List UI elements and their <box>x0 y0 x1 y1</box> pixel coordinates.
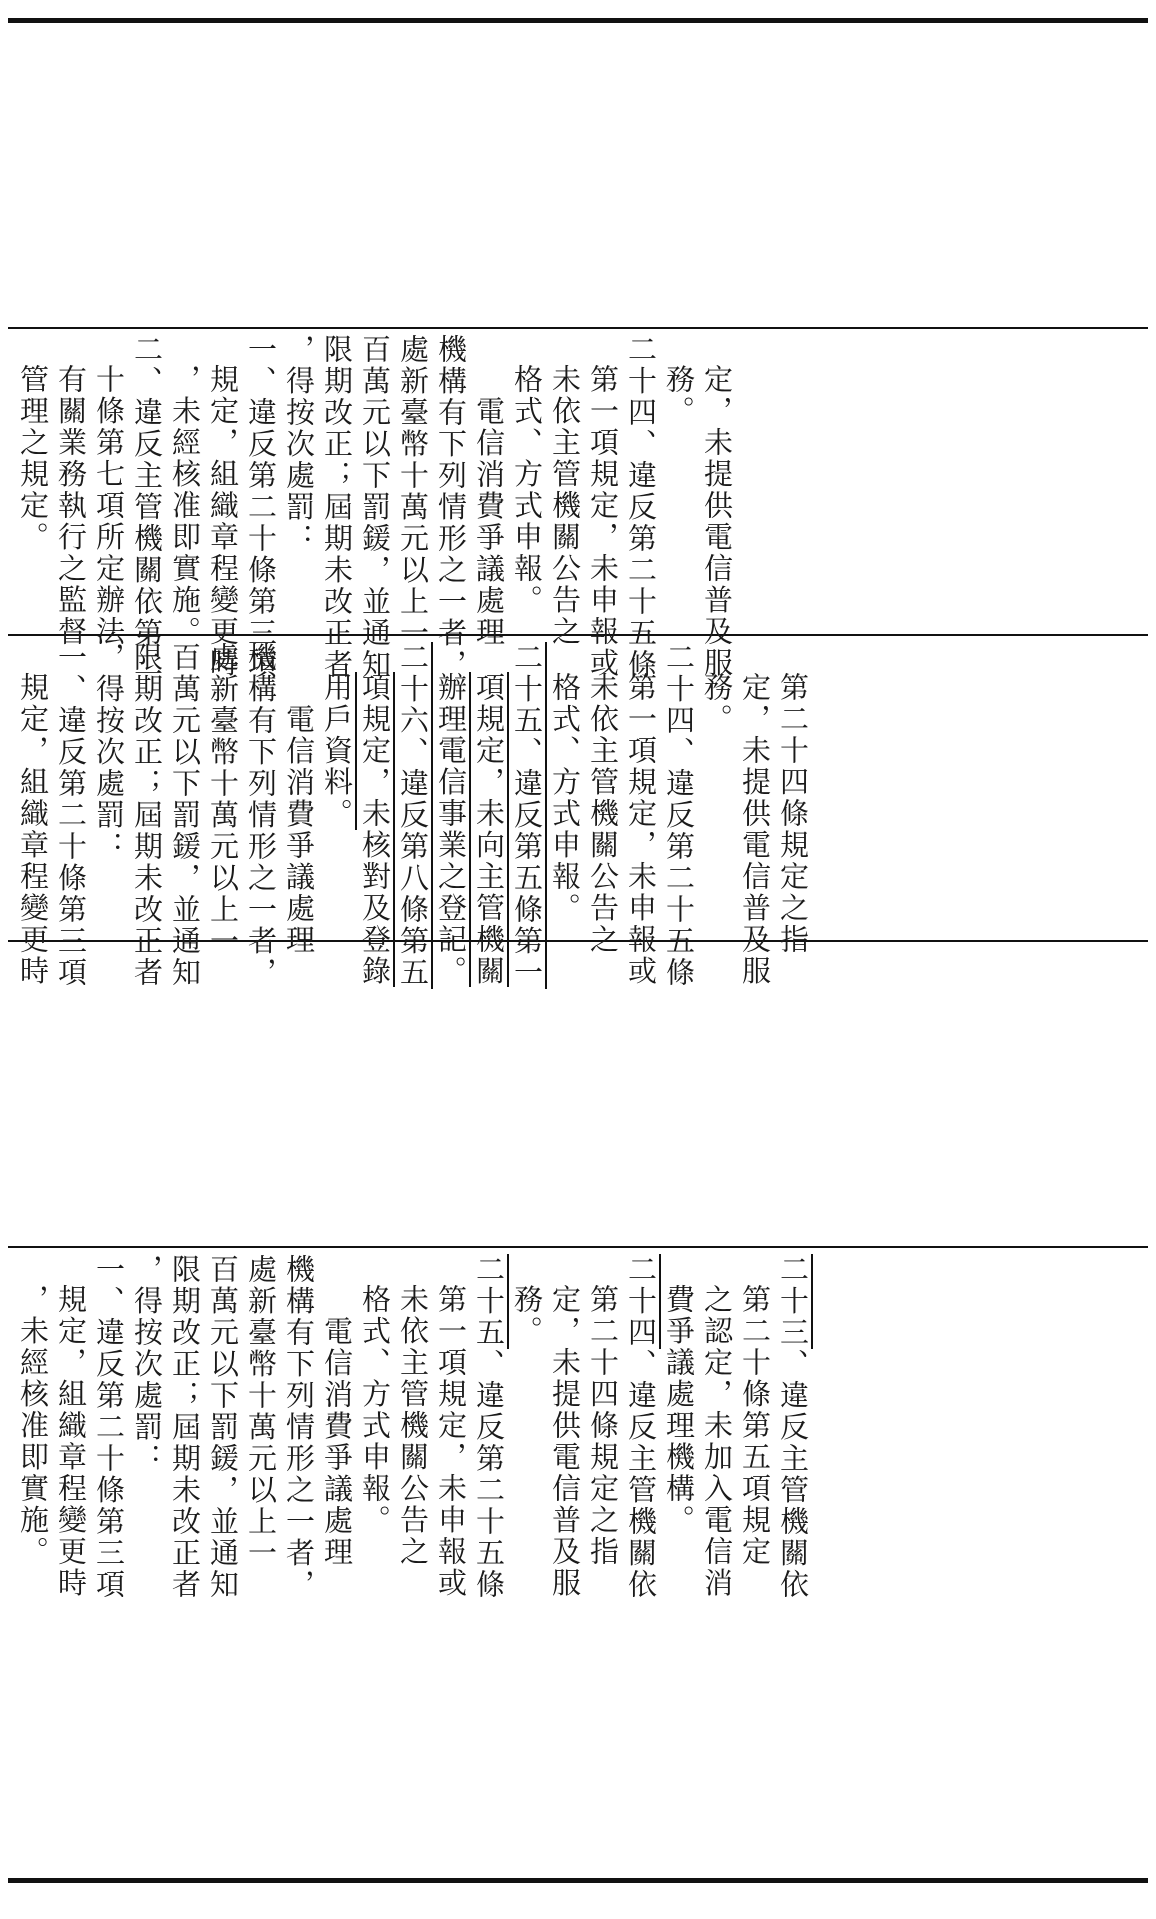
text-line <box>470 642 508 987</box>
line-text: 處新臺幣十萬元以上一 <box>206 642 240 957</box>
text-line <box>470 334 508 648</box>
text-line <box>318 1254 356 1878</box>
line-text: 電信消費爭議處理 <box>282 704 316 956</box>
line-text: 定，未提供電信普及服 <box>738 672 772 987</box>
line-text: 格式、方式申報。 <box>548 672 582 924</box>
amended-text: 項規定，未核對及登錄 <box>358 672 395 987</box>
table-border-top <box>8 18 1148 23</box>
line-text: 有關業務執行之監督 <box>54 364 88 648</box>
line-text: 定，未提供電信普及服 <box>548 1284 582 1599</box>
text-line <box>508 1254 546 1878</box>
text-line <box>698 642 736 940</box>
line-text: 規定，組織章程變更時 <box>16 672 50 987</box>
text-line <box>318 642 356 940</box>
line-text: 一、違反第二十條第三項 <box>92 1254 126 1601</box>
text-line <box>774 1254 812 1878</box>
line-text: 第二十條第五項規定 <box>738 1284 772 1568</box>
text-block-current <box>14 334 736 681</box>
text-line <box>394 642 432 989</box>
text-line <box>698 1254 736 1878</box>
row-divider-4 <box>8 1246 1148 1248</box>
amended-text: 用戶資料。 <box>320 672 357 830</box>
line-text: 規定，組織章程變更時 <box>206 364 240 679</box>
table-border-bottom <box>8 1878 1148 1883</box>
text-line <box>128 1254 166 1878</box>
line-text: 限期改正；屆期未改正者 <box>320 334 354 681</box>
text-line <box>52 642 90 989</box>
text-line <box>166 334 204 648</box>
text-line <box>14 334 52 634</box>
line-text: 處新臺幣十萬元以上一 <box>396 334 430 649</box>
text-line <box>736 642 774 987</box>
line-text: 未依主管機關公告之 <box>586 672 620 956</box>
text-line <box>356 1254 394 1878</box>
text-line <box>280 1254 318 1878</box>
text-block-original <box>14 1254 812 1878</box>
line-text: ，得按次處罰： <box>92 642 126 863</box>
text-line <box>90 642 128 940</box>
line-text: 機構有下列情形之一者， <box>282 1254 316 1601</box>
line-text: 務。 <box>662 364 696 427</box>
line-text: 費爭議處理機構。 <box>662 1284 696 1536</box>
line-text: 百萬元以下罰鍰，並通知 <box>206 1254 240 1601</box>
text-line <box>432 1254 470 1878</box>
text-line <box>774 642 812 956</box>
line-text: 格式、方式申報。 <box>358 1284 392 1536</box>
line-text: ，未經核准即實施。 <box>16 1284 50 1568</box>
text-line <box>508 642 546 989</box>
line-text: 第一項規定，未申報或 <box>586 364 620 679</box>
text-line <box>622 1254 660 1878</box>
line-text: 一、違反第二十條第三項 <box>244 334 278 681</box>
text-line <box>242 642 280 989</box>
line-text: 未依主管機關公告之 <box>396 1284 430 1568</box>
text-line <box>280 334 318 634</box>
text-line <box>432 334 470 681</box>
text-line <box>736 1254 774 1878</box>
text-line-rest: 、違反主管機關依 <box>776 1348 810 1601</box>
text-line <box>660 334 698 634</box>
text-line <box>622 334 660 681</box>
text-line <box>660 642 698 989</box>
text-line <box>584 334 622 679</box>
line-text: 務。 <box>510 1284 544 1347</box>
line-text: 未依主管機關公告之 <box>548 364 582 648</box>
text-line <box>584 1254 622 1878</box>
line-text: 百萬元以下罰鍰，並通知 <box>358 334 392 681</box>
text-line <box>280 642 318 956</box>
underlined-item-number: 二十五 <box>472 1254 509 1349</box>
line-text: 機構有下列情形之一者， <box>434 334 468 681</box>
line-text: 定，未提供電信普及服 <box>700 364 734 679</box>
line-text: 電信消費爭議處理 <box>320 1316 354 1568</box>
row-divider-1 <box>8 327 1148 329</box>
text-line <box>90 334 128 648</box>
line-text: 百萬元以下罰鍰，並通知 <box>168 642 202 989</box>
text-line <box>204 1254 242 1878</box>
text-line <box>622 642 660 987</box>
text-line <box>508 334 546 634</box>
line-text: 第二十四條規定之指 <box>776 672 810 956</box>
text-line <box>394 334 432 649</box>
text-line <box>356 642 394 987</box>
line-text: 第一項規定，未申報或 <box>624 672 658 987</box>
line-text: 第二十四條規定之指 <box>586 1284 620 1568</box>
text-line <box>242 334 280 681</box>
text-block-amended <box>14 642 812 989</box>
amended-text: 二十六、違反第八條第五 <box>396 642 433 989</box>
text-line <box>166 642 204 989</box>
text-line <box>470 1254 508 1878</box>
text-line <box>128 642 166 989</box>
line-text: 機構有下列情形之一者， <box>244 642 278 989</box>
line-text: 限期改正；屆期未改正者 <box>130 642 164 989</box>
line-text: ，得按次處罰： <box>282 334 316 555</box>
line-text: 規定，組織章程變更時 <box>54 1284 88 1599</box>
line-text: 限期改正；屆期未改正者 <box>168 1254 202 1601</box>
line-text: 二、違反主管機關依第二 <box>130 334 164 681</box>
text-line <box>356 334 394 681</box>
line-text: 格式、方式申報。 <box>510 364 544 616</box>
text-line <box>52 1254 90 1878</box>
line-text: 管理之規定。 <box>16 364 50 553</box>
amended-text: 二十五、違反第五條第一 <box>510 642 547 989</box>
line-text: ，得按次處罰： <box>130 1254 164 1475</box>
text-line <box>242 1254 280 1878</box>
text-line <box>90 1254 128 1878</box>
line-text: 電信消費爭議處理 <box>472 396 506 648</box>
text-line <box>698 334 736 679</box>
text-line <box>166 1254 204 1878</box>
text-line <box>14 1254 52 1878</box>
text-line <box>318 334 356 681</box>
line-text: 之認定，未加入電信消 <box>700 1284 734 1599</box>
line-text: 十條第七項所定辦法 <box>92 364 126 648</box>
text-line <box>128 334 166 681</box>
text-line <box>394 1254 432 1878</box>
line-text: ，未經核准即實施。 <box>168 364 202 648</box>
text-line <box>204 642 242 957</box>
text-line <box>546 1254 584 1878</box>
line-text: 務。 <box>700 672 734 735</box>
underlined-item-number: 二十四 <box>624 1254 661 1349</box>
text-line <box>546 642 584 940</box>
text-line-rest: 、違反主管機關依 <box>624 1348 658 1601</box>
amended-text: 項規定，未向主管機關 <box>472 672 509 987</box>
underlined-item-number: 二十三 <box>776 1254 813 1349</box>
text-line <box>660 1254 698 1878</box>
text-line <box>584 642 622 956</box>
text-line-rest: 、違反第二十五條 <box>472 1348 506 1601</box>
amended-text: 辦理電信事業之登記。 <box>434 672 471 987</box>
line-text: 處新臺幣十萬元以上一 <box>244 1254 278 1569</box>
line-text: 二十四、違反第二十五條 <box>662 642 696 989</box>
text-line <box>204 334 242 679</box>
line-text: 一、違反第二十條第三項 <box>54 642 88 989</box>
text-line <box>546 334 584 648</box>
text-line <box>52 334 90 648</box>
line-text: 二十四、違反第二十五條 <box>624 334 658 681</box>
text-line <box>14 642 52 987</box>
text-line <box>432 642 470 987</box>
line-text: 第一項規定，未申報或 <box>434 1284 468 1599</box>
